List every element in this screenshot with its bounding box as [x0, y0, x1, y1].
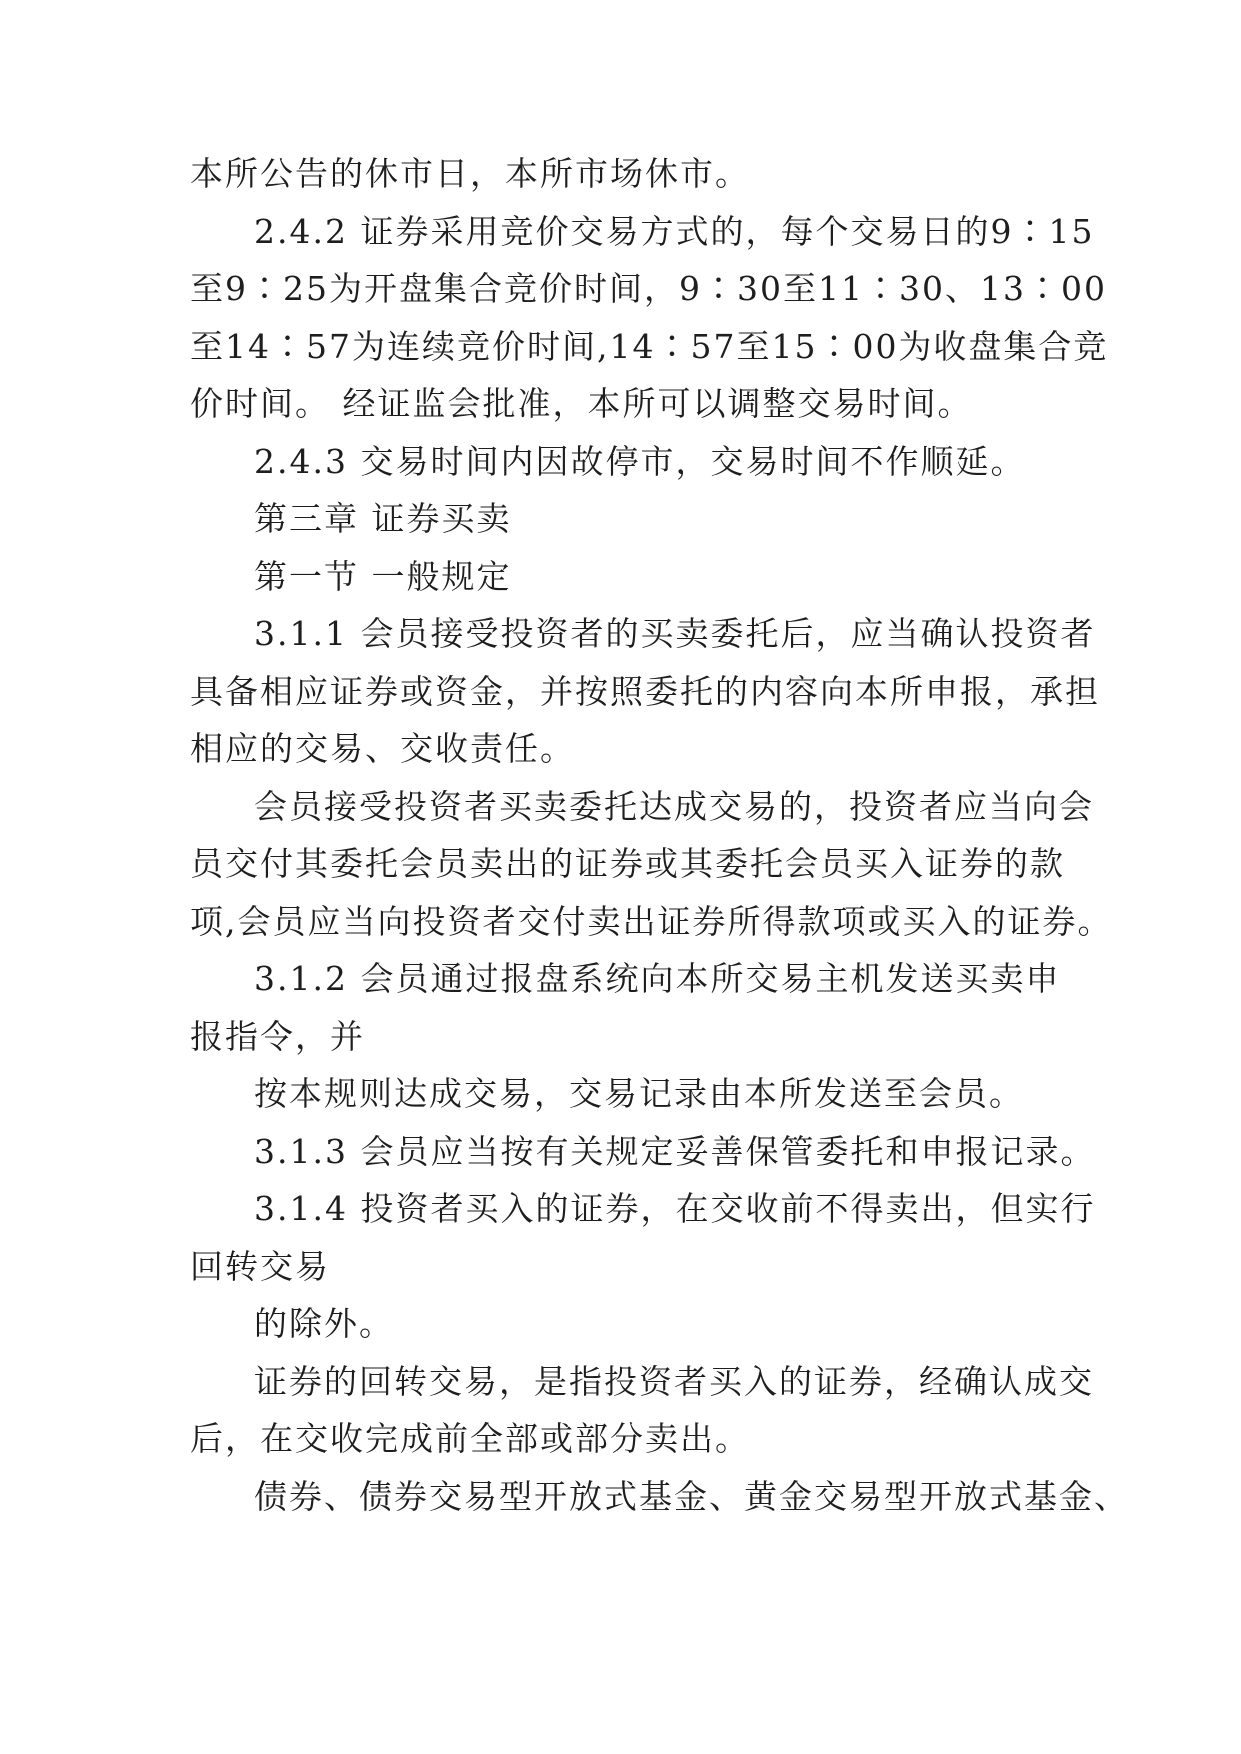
text-line: 2.4.2 证券采用竞价交易方式的，每个交易日的9∶15 — [254, 212, 1095, 251]
text-line: 证券的回转交易，是指投资者买入的证券，经确认成交 — [254, 1362, 1094, 1401]
text-line: 按本规则达成交易，交易记录由本所发送至会员。 — [254, 1074, 1024, 1113]
text-line: 相应的交易、交收责任。 — [190, 729, 575, 768]
text-line: 回转交易 — [190, 1247, 330, 1286]
text-line: 后，在交收完成前全部或部分卖出。 — [190, 1419, 750, 1458]
text-line: 至9∶25为开盘集合竞价时间，9∶30至11∶30、13∶00 — [190, 269, 1107, 308]
text-line: 2.4.3 交易时间内因故停市，交易时间不作顺延。 — [254, 442, 1026, 481]
text-line: 3.1.2 会员通过报盘系统向本所交易主机发送买卖申 — [254, 959, 1061, 998]
text-line: 员交付其委托会员卖出的证券或其委托会员买入证券的款 — [190, 844, 1065, 883]
text-line: 项,会员应当向投资者交付卖出证券所得款项或买入的证券。 — [190, 902, 1113, 941]
text-line: 3.1.1 会员接受投资者的买卖委托后，应当确认投资者 — [254, 614, 1096, 653]
text-line: 具备相应证券或资金，并按照委托的内容向本所申报，承担 — [190, 672, 1100, 711]
section-heading: 第一节 一般规定 — [254, 557, 512, 596]
text-line: 价时间。 经证监会批准，本所可以调整交易时间。 — [190, 384, 973, 423]
text-line: 的除外。 — [254, 1304, 394, 1343]
text-line: 至14∶57为连续竞价时间,14∶57至15∶00为收盘集合竞 — [190, 327, 1109, 366]
text-line: 本所公告的休市日，本所市场休市。 — [190, 154, 750, 193]
text-line: 会员接受投资者买卖委托达成交易的，投资者应当向会 — [254, 787, 1094, 826]
text-line: 报指令，并 — [190, 1017, 365, 1056]
text-line: 3.1.4 投资者买入的证券，在交收前不得卖出，但实行 — [254, 1189, 1096, 1228]
chapter-heading: 第三章 证券买卖 — [254, 499, 512, 538]
text-line: 债券、债券交易型开放式基金、黄金交易型开放式基金、 — [254, 1477, 1129, 1516]
text-line: 3.1.3 会员应当按有关规定妥善保管委托和申报记录。 — [254, 1132, 1096, 1171]
